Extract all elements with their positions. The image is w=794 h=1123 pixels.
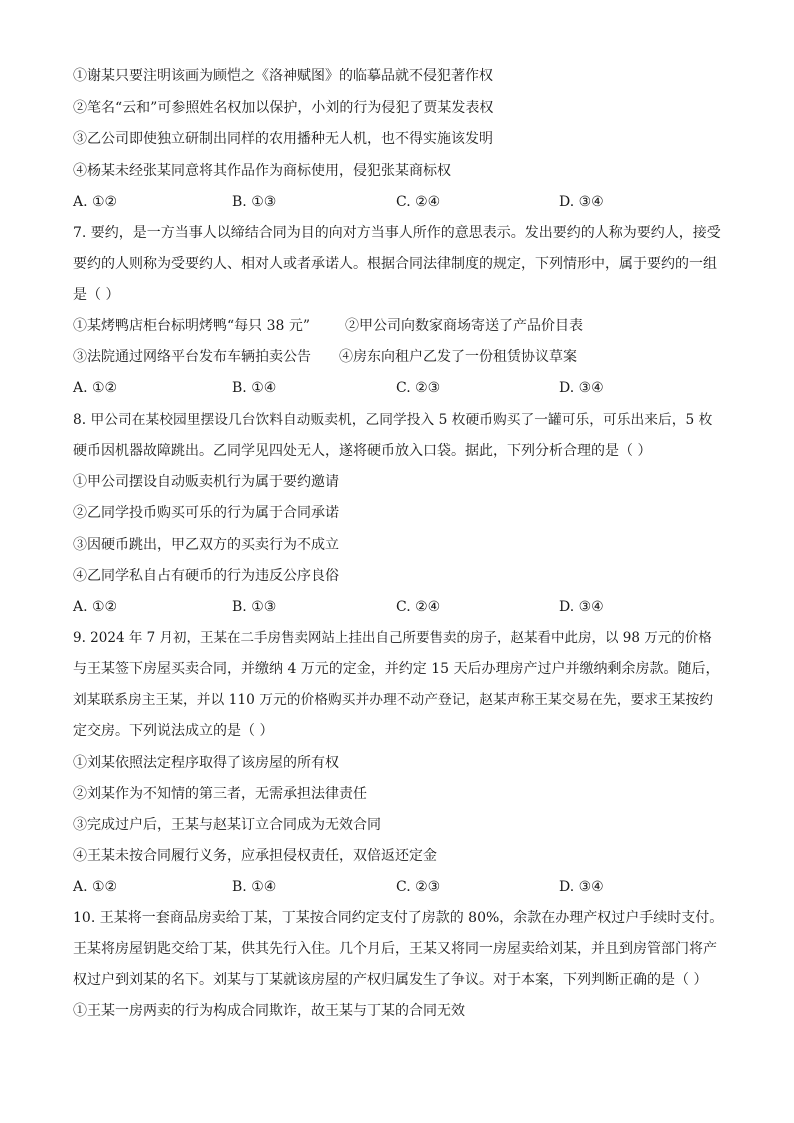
q9-option-c: C. ②③: [396, 879, 441, 895]
q8-option-c: C. ②④: [396, 599, 441, 615]
q7-stem-line-3: 是（ ）: [73, 287, 120, 303]
prev-statement-4: ④杨某未经张某同意将其作品作为商标使用，侵犯张某商标权: [73, 163, 451, 179]
q7-statement-2: ②甲公司向数家商场寄送了产品价目表: [345, 318, 583, 334]
q8-option-b: B. ①③: [232, 599, 277, 615]
q7-statement-4: ④房东向租户乙发了一份租赁协议草案: [339, 349, 577, 365]
q8-stem-line-1: 8. 甲公司在某校园里摆设几台饮料自动贩卖机，乙同学投入 5 枚硬币购买了一罐可乐，可乐出来后，5 枚: [73, 412, 713, 428]
prev-statement-3: ③乙公司即使独立研制出同样的农用播种无人机，也不得实施该发明: [73, 131, 493, 147]
q9-statement-2: ②刘某作为不知情的第三者，无需承担法律责任: [73, 786, 367, 802]
q7-options: [73, 378, 723, 398]
q7-statement-row-2: [73, 347, 723, 367]
q8-statement-4: ④乙同学私自占有硬币的行为违反公序良俗: [73, 568, 339, 584]
q9-statement-4: ④王某未按合同履行义务，应承担侵权责任，双倍返还定金: [73, 848, 437, 864]
prev-options: [73, 192, 723, 212]
q9-option-b: B. ①④: [232, 879, 277, 895]
q7-option-c: C. ②③: [396, 380, 441, 396]
q9-stem-line-3: 刘某联系房主王某，并以 110 万元的价格购买并办理不动产登记，赵某声称王某交易在先，要求王某按约: [73, 692, 713, 708]
q9-stem-line-1: 9. 2024 年 7 月初，王某在二手房售卖网站上挂出自己所要售卖的房子，赵某看中此房，以 98 万元的价格: [73, 630, 712, 646]
q8-option-a: A. ①②: [73, 599, 118, 615]
q9-option-d: D. ③④: [559, 879, 604, 895]
q10-stem-line-1: 10. 王某将一套商品房卖给丁某，丁某按合同约定支付了房款的 80%，余款在办理产权过户手续时支付。: [73, 910, 724, 926]
prev-option-d: D. ③④: [559, 194, 604, 210]
prev-option-a: A. ①②: [73, 194, 118, 210]
prev-statement-2: ②笔名“云和”可参照姓名权加以保护，小刘的行为侵犯了贾某发表权: [73, 100, 494, 116]
q7-statement-3: ③法院通过网络平台发布车辆拍卖公告: [73, 349, 311, 365]
q7-stem-line-2: 要约的人则称为受要约人、相对人或者承诺人。根据合同法律制度的规定，下列情形中，属于要约的一组: [73, 256, 717, 272]
prev-statement-1: ①谢某只要注明该画为顾恺之《洛神赋图》的临摹品就不侵犯著作权: [73, 68, 493, 84]
q8-statement-3: ③因硬币跳出，甲乙双方的买卖行为不成立: [73, 537, 339, 553]
q8-statement-2: ②乙同学投币购买可乐的行为属于合同承诺: [73, 505, 339, 521]
q9-option-a: A. ①②: [73, 879, 118, 895]
q7-statement-1: ①某烤鸭店柜台标明烤鸭“每只 38 元”: [73, 318, 311, 334]
q7-option-a: A. ①②: [73, 380, 118, 396]
prev-option-c: C. ②④: [396, 194, 441, 210]
q7-option-d: D. ③④: [559, 380, 604, 396]
q9-statement-3: ③完成过户后，王某与赵某订立合同成为无效合同: [73, 817, 381, 833]
q10-stem-line-3: 权过户到刘某的名下。刘某与丁某就该房屋的产权归属发生了争议。对于本案，下列判断正确的是（ ）: [73, 972, 708, 988]
q7-option-b: B. ①④: [232, 380, 277, 396]
q8-options: [73, 597, 723, 617]
q10-stem-line-2: 王某将房屋钥匙交给丁某，供其先行入住。几个月后，王某又将同一房屋卖给刘某，并且到房管部门将产: [73, 941, 717, 957]
q7-statement-row-1: [73, 316, 723, 336]
q9-statement-1: ①刘某依照法定程序取得了该房屋的所有权: [73, 755, 339, 771]
q8-option-d: D. ③④: [559, 599, 604, 615]
q9-stem-line-4: 定交房。下列说法成立的是（ ）: [73, 723, 274, 739]
q10-statement-1: ①王某一房两卖的行为构成合同欺诈，故王某与丁某的合同无效: [73, 1003, 465, 1019]
q9-options: [73, 877, 723, 897]
q8-stem-line-2: 硬币因机器故障跳出。乙同学见四处无人，遂将硬币放入口袋。据此，下列分析合理的是（ ）: [73, 443, 652, 459]
q7-stem-line-1: 7. 要约，是一方当事人以缔结合同为目的向对方当事人所作的意思表示。发出要约的人称为要约人，接受: [73, 225, 721, 241]
q8-statement-1: ①甲公司摆设自动贩卖机行为属于要约邀请: [73, 474, 339, 490]
q9-stem-line-2: 与王某签下房屋买卖合同，并缴纳 4 万元的定金，并约定 15 天后办理房产过户并缴纳剩余房款。随后，: [73, 661, 720, 677]
prev-option-b: B. ①③: [232, 194, 277, 210]
